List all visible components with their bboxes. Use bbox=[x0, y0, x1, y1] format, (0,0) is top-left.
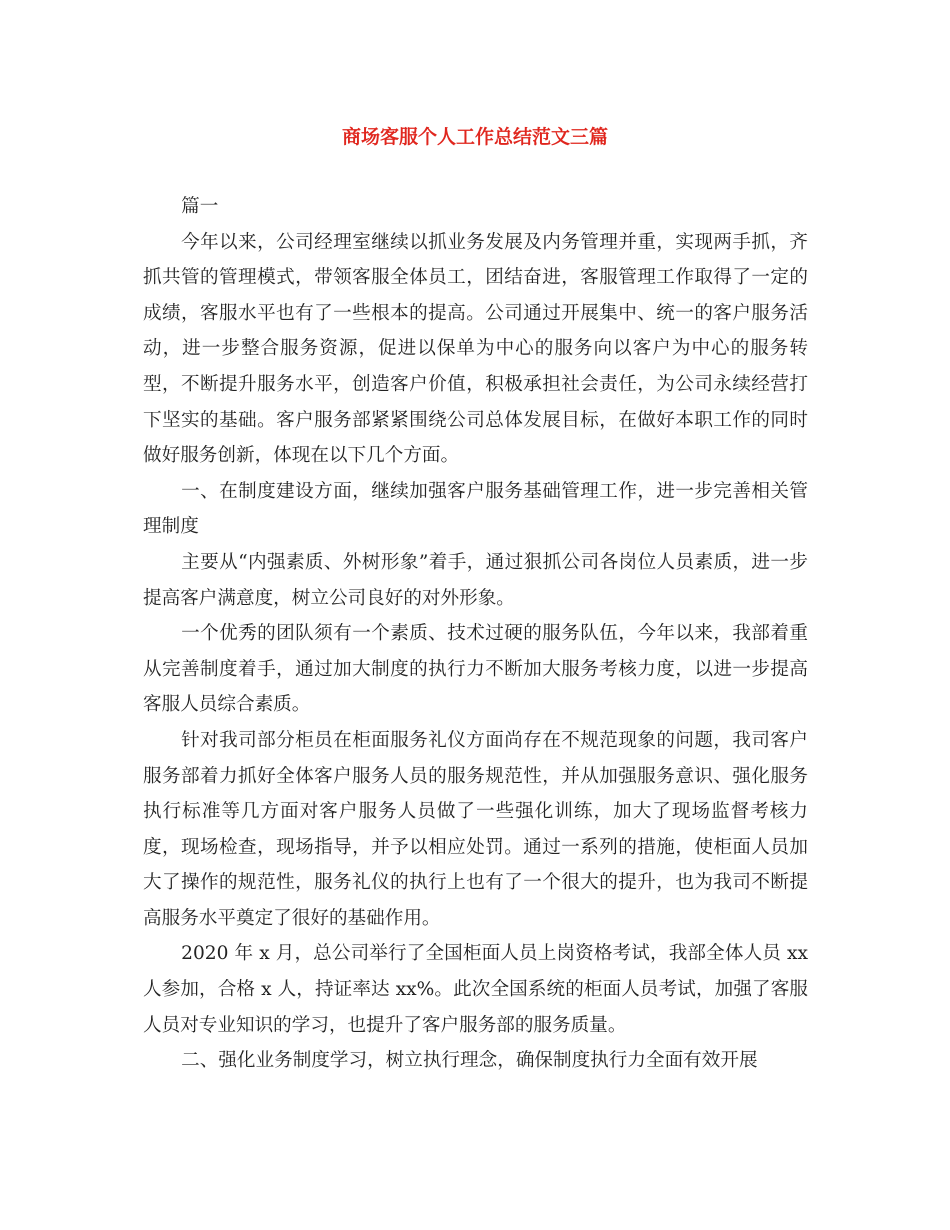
document-body bbox=[143, 189, 808, 1079]
paragraph-section-heading: 篇一 bbox=[181, 196, 219, 217]
paragraph: 主要从“内强素质、外树形象”着手，通过狠抓公司各岗位人员素质，进一步提高客户满意度，树立公司良好的对外形象。 bbox=[143, 551, 808, 609]
paragraph-heading: 二、强化业务制度学习，树立执行理念，确保制度执行力全面有效开展 bbox=[181, 1050, 758, 1072]
paragraph: 一个优秀的团队须有一个素质、技术过硬的服务队伍，今年以来，我部着重从完善制度着手，通过加大制度的执行力不断加大服务考核力度，以进一步提高客服人员综合素质。 bbox=[143, 623, 808, 716]
paragraph: 今年以来，公司经理室继续以抓业务发展及内务管理并重，实现两手抓，齐抓共管的管理模式，带领客服全体员工，团结奋进，客服管理工作取得了一定的成绩，客服水平也有了一些根本的提高。公司通过开展集中、统一的客户服务活动，进一步整合服务资源，促进以保单为中心的服务向以客户为中心的服务转型，不断提升服务水平，创造客户价值，积极承担社会责任，为公司永续经营打下坚实的基础。客户服务部紧紧围绕公司总体发展目标，在做好本职工作的同时做好服务创新，体现在以下几个方面。 bbox=[143, 231, 808, 467]
paragraph-heading: 一、在制度建设方面，继续加强客户服务基础管理工作，进一步完善相关管理制度 bbox=[143, 480, 808, 538]
paragraph: 针对我司部分柜员在柜面服务礼仪方面尚存在不规范现象的问题，我司客户服务部着力抓好全体客户服务人员的服务规范性，并从加强服务意识、强化服务执行标准等几方面对客户服务人员做了一些强化训练，加大了现场监督考核力度，现场检查，现场指导，并予以相应处罚。通过一系列的措施，使柜面人员加大了操作的规范性，服务礼仪的执行上也有了一个很大的提升，也为我司不断提高服务水平奠定了很好的基础作用。 bbox=[143, 729, 808, 929]
paragraph: 2020 年 x 月，总公司举行了全国柜面人员上岗资格考试，我部全体人员 xx 人参加，合格 x 人，持证率达 xx%。此次全国系统的柜面人员考试，加强了客服人员对专业知识的学习，也提升了客户服务部的服务质量。 bbox=[143, 943, 808, 1036]
document-title: 商场客服个人工作总结范文三篇 bbox=[341, 126, 608, 148]
